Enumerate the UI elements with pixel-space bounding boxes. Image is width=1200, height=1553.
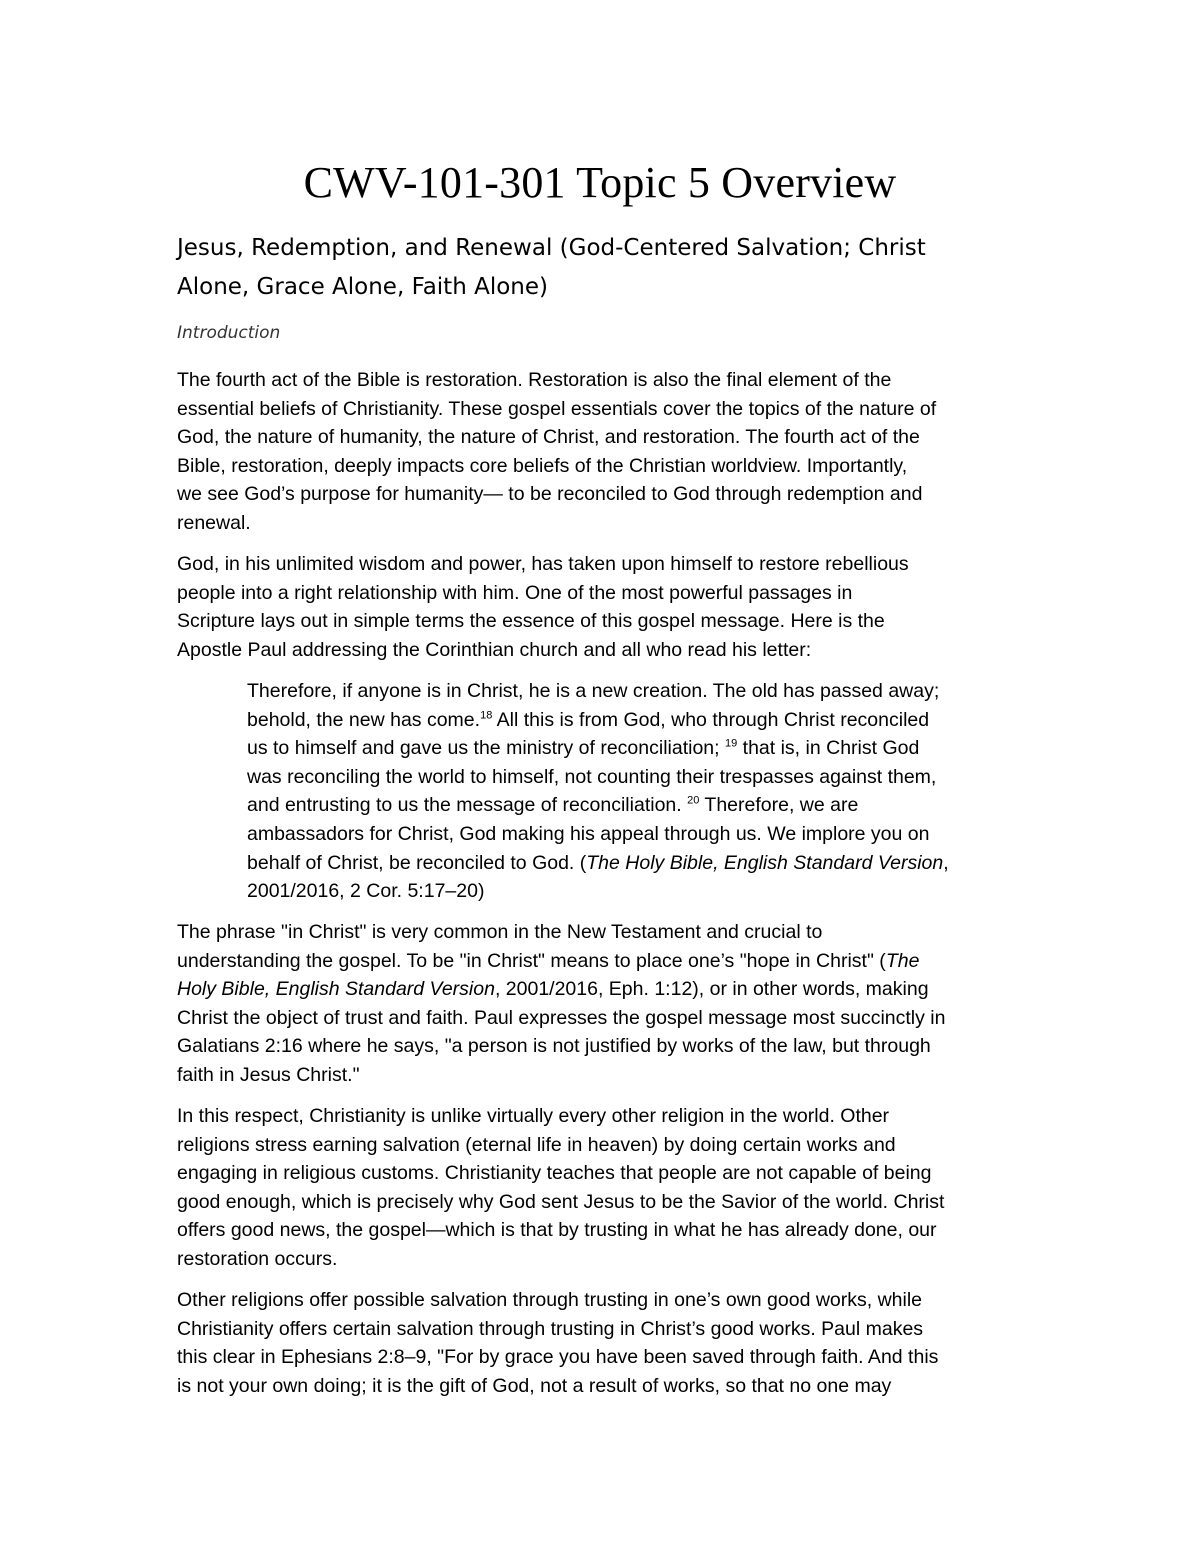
citation-title: The <box>885 949 920 972</box>
verse-number: 18 <box>480 709 493 722</box>
paragraph-line: Galatians 2:16 where he says, "a person is not justified by works of the law, but through <box>177 1035 931 1058</box>
quote-text: us to himself and gave us the ministry of reconciliation; <box>247 737 725 760</box>
quote-line: 2001/2016, 2 Cor. 5:17–20) <box>247 880 485 903</box>
paragraph-line: Christianity offers certain salvation through trusting in Christ’s good works. Paul makes <box>177 1317 924 1340</box>
paragraph-restoration <box>177 366 1037 538</box>
citation-title: Holy Bible, English Standard Version <box>177 978 495 1001</box>
paragraph-line: renewal. <box>177 511 251 534</box>
paragraph-line: this clear in Ephesians 2:8–9, "For by grace you have been saved through faith. And this <box>177 1346 939 1369</box>
paragraph-line: people into a right relationship with him. One of the most powerful passages in <box>177 581 853 604</box>
paragraph-line: Bible, restoration, deeply impacts core beliefs of the Christian worldview. Importantly, <box>177 454 908 477</box>
paragraph-text: understanding the gospel. To be "in Christ" means to place one’s "hope in Christ" ( <box>177 949 886 972</box>
paragraph-in-christ <box>177 918 1037 1090</box>
quote-text: behalf of Christ, be reconciled to God. ( <box>247 851 587 874</box>
quote-line: was reconciling the world to himself, not counting their trespasses against them, <box>247 765 937 788</box>
paragraph-line: Christ the object of trust and faith. Paul expresses the gospel message most succinctly in <box>177 1006 946 1029</box>
quote-line <box>247 849 1037 878</box>
paragraph-line: restoration occurs. <box>177 1247 338 1270</box>
quote-line: Therefore, if anyone is in Christ, he is a new creation. The old has passed away; <box>247 680 940 702</box>
verse-number: 20 <box>687 794 700 807</box>
quote-text: , <box>943 851 949 874</box>
document-subtitle <box>177 229 1037 307</box>
quote-text: All this is from God, who through Christ reconciled <box>492 708 930 731</box>
paragraph-line: In this respect, Christianity is unlike virtually every other religion in the world. Other <box>177 1105 890 1127</box>
quote-text: that is, in Christ God <box>737 737 920 760</box>
quote-line: ambassadors for Christ, God making his appeal through us. We implore you on <box>247 822 930 845</box>
paragraph-line: Scripture lays out in simple terms the essence of this gospel message. Here is the <box>177 610 885 633</box>
paragraph-line: good enough, which is precisely why God sent Jesus to be the Savior of the world. Christ <box>177 1190 945 1213</box>
paragraph-line: engaging in religious customs. Christianity teaches that people are not capable of being <box>177 1162 932 1185</box>
introduction-heading: Introduction <box>177 323 281 343</box>
quote-text: and entrusting to us the message of reconciliation. <box>247 794 688 817</box>
paragraph-text: , 2001/2016, Eph. 1:12), or in other words, making <box>494 978 929 1001</box>
verse-number: 19 <box>724 737 738 750</box>
subtitle-line: Jesus, Redemption, and Renewal (God-Centered Salvation; Christ <box>177 235 926 261</box>
paragraph-line: faith in Jesus Christ." <box>177 1063 360 1086</box>
paragraph-line: offers good news, the gospel—which is that by trusting in what he has already done, our <box>177 1219 937 1242</box>
paragraph-line: essential beliefs of Christianity. These gospel essentials cover the topics of the nature of <box>177 397 937 420</box>
paragraph-other-religions-salvation <box>177 1286 1037 1400</box>
paragraph-line: is not your own doing; it is the gift of God, not a result of works, so that no one may <box>177 1374 892 1397</box>
paragraph-line: Other religions offer possible salvation through trusting in one’s own good works, while <box>177 1289 923 1311</box>
quote-line <box>247 706 1037 735</box>
citation-title: The Holy Bible, English Standard Version <box>586 851 944 874</box>
quote-line <box>247 791 1037 820</box>
quote-line <box>247 734 1037 763</box>
paragraph-line: The phrase "in Christ" is very common in the New Testament and crucial to <box>177 921 823 943</box>
paragraph-line: Apostle Paul addressing the Corinthian church and all who read his letter: <box>177 638 812 661</box>
paragraph-line <box>177 947 1037 976</box>
paragraph-gods-wisdom <box>177 550 1037 664</box>
paragraph-line: God, in his unlimited wisdom and power, has taken upon himself to restore rebellious <box>177 553 909 575</box>
paragraph-line: The fourth act of the Bible is restoration. Restoration is also the final element of the <box>177 369 892 391</box>
paragraph-line: we see God’s purpose for humanity— to be reconciled to God through redemption and <box>177 483 923 506</box>
subtitle-line: Alone, Grace Alone, Faith Alone) <box>177 274 548 300</box>
paragraph-line: religions stress earning salvation (eternal life in heaven) by doing certain works and <box>177 1133 896 1156</box>
scripture-block-quote <box>247 677 1037 906</box>
quote-text: behold, the new has come. <box>247 708 481 731</box>
quote-text: Therefore, we are <box>699 794 859 817</box>
document-title: CWV-101-301 Topic 5 Overview <box>303 158 897 207</box>
paragraph-line <box>177 975 1037 1004</box>
paragraph-line: God, the nature of humanity, the nature of Christ, and restoration. The fourth act of the <box>177 426 920 449</box>
paragraph-unlike-other-religions <box>177 1102 1037 1274</box>
